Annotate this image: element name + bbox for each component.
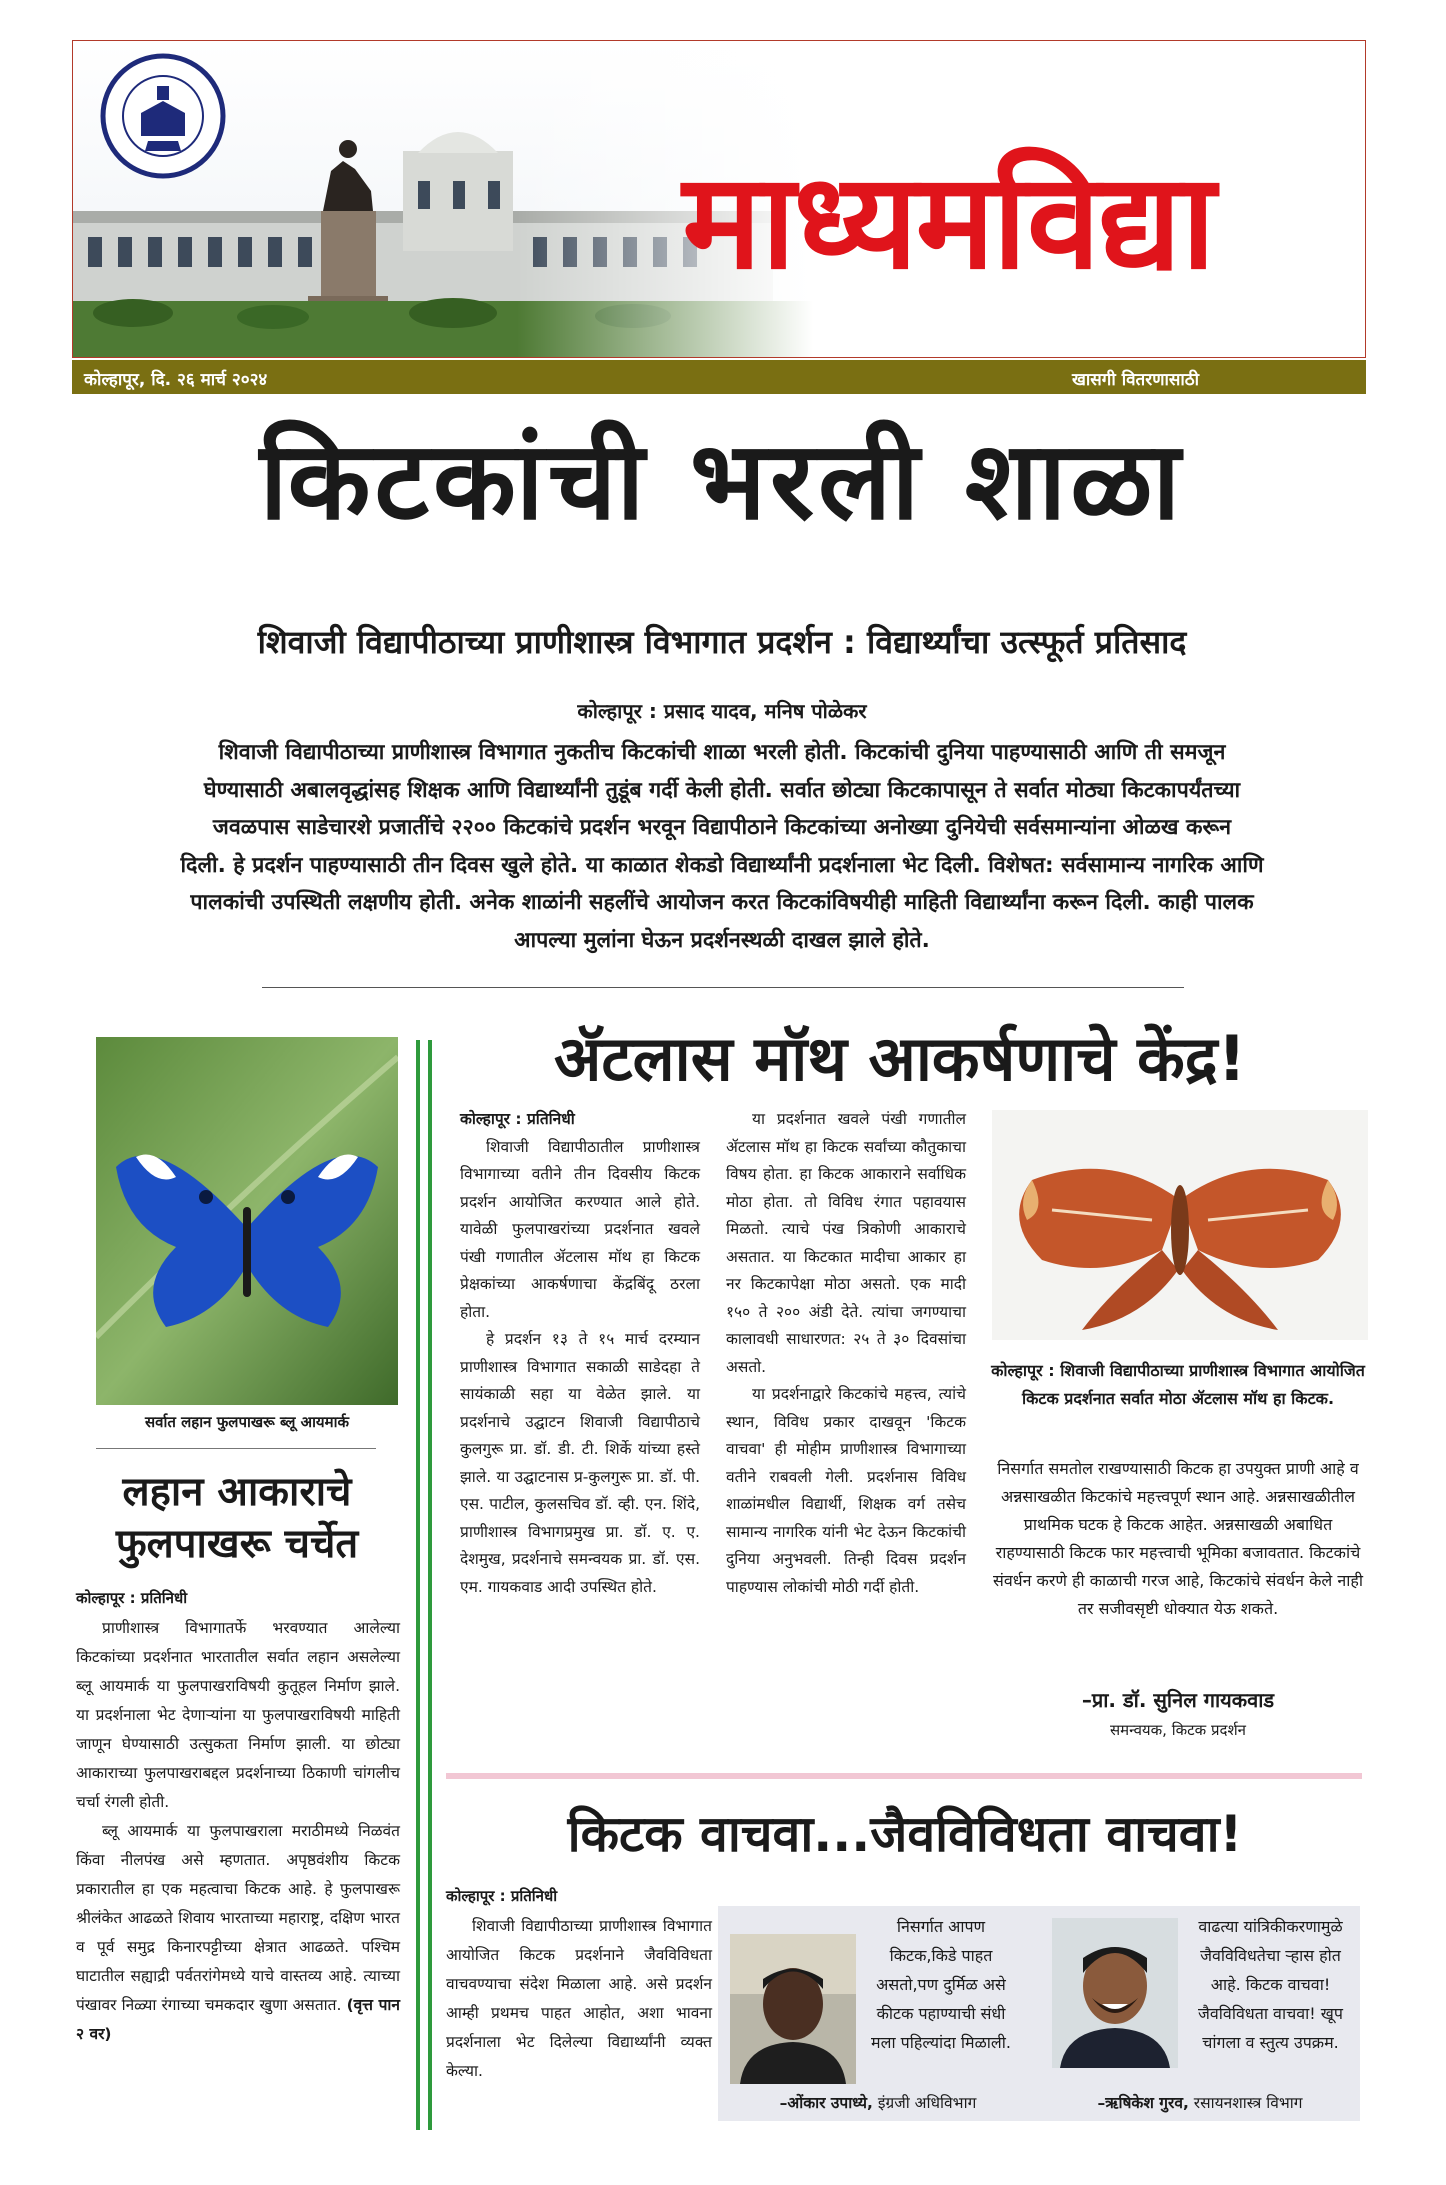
main-byline: कोल्हापूर : प्रसाद यादव, मनिष पोळेकर [577, 699, 867, 723]
student-dept: इंग्रजी अधिविभाग [877, 2094, 977, 2112]
continued-note: (वृत्त पान २ वर) [76, 1996, 400, 2043]
headline-line: लहान आकाराचे [122, 1469, 352, 1515]
main-headline: किटकांची भरली शाळा [259, 419, 1185, 544]
section-divider [262, 987, 1184, 988]
paragraph: या प्रदर्शनाद्वारे किटकांचे महत्त्व, त्यांचे स्थान, विविध प्रकार दाखवून 'किटक वाचवा' ही मोहीम प्राणीशास्त्र विभागाच्या वतीने राबवली गेली. प्रदर्शनास विविध शाळांमधील विद्यार्थी, शिक्षक वर्ग तसेच सामान्य नागरिक यांनी भेट देऊन किटकांची दुनिया अनुभवली. तिन्ही दिवस प्रदर्शन पाहण्यास लोकांची मोठी गर्दी होती. [726, 1385, 966, 1596]
paragraph: शिवाजी विद्यापीठाच्या प्राणीशास्त्र विभागात आयोजित किटक प्रदर्शनाने जैवविविधता वाचवण्याचा संदेश मिळाला आहे. असे प्रदर्शन आम्ही प्रथमच पाहत आहोत, अशा भावना प्रदर्शनाला भेट दिलेल्या विद्यार्थ्यांनी व्यक्त केल्या. [446, 1917, 712, 2080]
quote-author: –प्रा. डॉ. सुनिल गायकवाड [1081, 1688, 1275, 1712]
save-headline: किटक वाचवा...जैवविविधता वाचवा! [567, 1805, 1243, 1863]
headline-line: फुलपाखरू चर्चेत [115, 1521, 359, 1567]
butterfly-caption: सर्वात लहान फुलपाखरू ब्लू आयमार्क [145, 1413, 349, 1431]
atlas-moth-photo [992, 1110, 1368, 1340]
blue-butterfly-photo [96, 1037, 398, 1405]
lead-line: पालकांची उपस्थिती लक्षणीय होती. अनेक शाळांनी सहलींचे आयोजन करत किटकांविषयीही माहिती विद्यार्थ्यांना करून दिली. काही पालक [190, 890, 1254, 915]
student-photo-2 [1052, 1918, 1178, 2068]
atlas-column-1 [460, 1106, 700, 1601]
atlas-byline: कोल्हापूर : प्रतिनिधी [460, 1110, 575, 1128]
main-lead [72, 734, 1372, 959]
atlas-column-2 [726, 1106, 966, 1601]
lead-line: जवळपास साडेचारशे प्रजातींचे २२०० किटकांचे प्रदर्शन भरवून विद्यापीठाने किटकांच्या अनोख्या दुनियेची सर्वसमान्यांना ओळख करून [212, 815, 1232, 840]
section-divider [446, 1773, 1362, 1779]
distribution-note: खासगी वितरणासाठी [1072, 370, 1200, 390]
coordinator-quote: निसर्गात समतोल राखण्यासाठी किटक हा उपयुक्त प्राणी आहे व अन्नसाखळीत किटकांचे महत्त्वपूर्ण स्थान आहे. अन्नसाखळीतील प्राथमिक घटक हे किटक आहेत. अन्नसाखळी अबाधित राहण्यासाठी किटक फार महत्त्वाची भूमिका बजावतात. किटकांचे संवर्धन करणे ही काळाची गरज आहे, किटकांचे संवर्धन केले नाही तर सजीवसृष्टी धोक्यात येऊ शकते. [993, 1459, 1363, 1618]
butterfly-headline [72, 1466, 402, 1570]
divider [96, 1448, 376, 1449]
column-rule [416, 1040, 420, 2130]
moth-caption: कोल्हापूर : शिवाजी विद्यापीठाच्या प्राणीशास्त्र विभागात आयोजित किटक प्रदर्शनात सर्वात मोठा ॲटलास मॉथ हा किटक. [991, 1361, 1365, 1408]
save-body [446, 1912, 712, 2086]
paragraph: शिवाजी विद्यापीठातील प्राणीशास्त्र विभागाच्या वतीने तीन दिवसीय किटक प्रदर्शन आयोजित करण्यात आले होते. यावेळी फुलपाखरांच्या प्रदर्शनात खवले पंखी गणातील ॲटलास मॉथ हा किटक प्रेक्षकांच्या आकर्षणाचा केंद्रबिंदू ठरला होता. [460, 1137, 700, 1321]
paragraph: हे प्रदर्शन १३ ते १५ मार्च दरम्यान प्राणीशास्त्र विभागात सकाळी साडेदहा ते सायंकाळी सहा या वेळेत झाले. या प्रदर्शनाचे उद्घाटन शिवाजी विद्यापीठाचे कुलगुरू प्रा. डॉ. डी. टी. शिर्के यांच्या हस्ते झाले. या उद्घाटनास प्र-कुलगुरू प्रा. डॉ. पी. एस. पाटील, कुलसचिव डॉ. व्ही. एन. शिंदे, प्राणीशास्त्र विभागप्रमुख प्रा. डॉ. ए. ए. देशमुख, प्रदर्शनाचे समन्वयक प्रा. डॉ. एस. एम. गायकवाड आदी उपस्थित होते. [460, 1330, 700, 1596]
university-seal-logo [103, 56, 223, 176]
student-name: –ऋषिकेश गुरव, [1097, 2094, 1189, 2112]
butterfly-body [76, 1614, 400, 2049]
lead-line: दिली. हे प्रदर्शन पाहण्यासाठी तीन दिवस खुले होते. या काळात शेकडो विद्यार्थ्यांनी प्रदर्शनाला भेट दिली. विशेषत: सर्वसामान्य नागरिक आणि [180, 852, 1264, 878]
butterfly-byline: कोल्हापूर : प्रतिनिधी [76, 1589, 188, 1607]
atlas-headline: ॲटलास मॉथ आकर्षणाचे केंद्र! [553, 1022, 1246, 1095]
paragraph [76, 1817, 400, 2049]
column-rule [428, 1040, 432, 2130]
student-photo-1 [730, 1934, 856, 2084]
paragraph: या प्रदर्शनात खवले पंखी गणातील ॲटलास मॉथ हा किटक सर्वांच्या कौतुकाचा विषय होता. हा किटक आकाराने सर्वाधिक मोठा होता. तो विविध रंगात पहावयास मिळतो. त्याचे पंख त्रिकोणी आकाराचे असतात. या किटकात मादीचा आकार हा नर किटकापेक्षा मोठा असतो. एक मादी १५० ते २०० अंडी देते. त्यांचा जगण्याचा कालावधी साधारणत: २५ ते ३० दिवसांचा असतो. [726, 1110, 966, 1376]
save-byline: कोल्हापूर : प्रतिनिधी [446, 1887, 558, 1905]
student-dept: रसायनशास्त्र विभाग [1193, 2094, 1303, 2112]
lead-line: घेण्यासाठी अबालवृद्धांसह शिक्षक आणि विद्यार्थ्यांनी तुडूंब गर्दी केली होती. सर्वात छोट्या किटकापासून ते सर्वात मोठ्या किटकापर्यंतच्या [203, 777, 1241, 803]
lead-line: शिवाजी विद्यापीठाच्या प्राणीशास्त्र विभागात नुकतीच किटकांची शाळा भरली होती. किटकांची दुनिया पाहण्यासाठी आणि ती समजून [218, 740, 1226, 765]
student-name: –ओंकार उपाध्ये, [779, 2094, 873, 2112]
lead-line: आपल्या मुलांना घेऊन प्रदर्शनस्थळी दाखल झाले होते. [514, 927, 930, 953]
paragraph-text: ब्लू आयमार्क या फुलपाखराला मराठीमध्ये निळवंत किंवा नीलपंख असे म्हणतात. अपृष्ठवंशीय किटक प्रकारातील हा एक महत्वाचा किटक आहे. हे फुलपाखरू श्रीलंकेत आढळते शिवाय भारताच्या महाराष्ट्र, दक्षिण भारत व पूर्व समुद्र किनारपट्टीच्या क्षेत्रात आढळते. पश्चिम घाटातील सह्याद्री पर्वतरांगेमध्ये याचे वास्तव्य आहे. त्याच्या पंखावर निळ्या रंगाच्या चमकदार खुणा असतात. [76, 1822, 400, 2014]
student-quote-1: निसर्गात आपण किटक,किडे पाहत असतो,पण दुर्मिळ असे कीटक पहाण्याची संधी मला पहिल्यांदा मिळाली. [871, 1917, 1011, 2052]
main-subhead: शिवाजी विद्यापीठाच्या प्राणीशास्त्र विभागात प्रदर्शन : विद्यार्थ्यांचा उत्स्फूर्त प्रतिसाद [257, 623, 1187, 661]
student-signature-2 [1040, 2091, 1360, 2113]
issue-date: कोल्हापूर, दि. २६ मार्च २०२४ [84, 370, 268, 390]
dateline-bar [72, 360, 1366, 394]
masthead [72, 40, 1366, 358]
student-quote-2: वाढत्या यांत्रिकीकरणामुळे जैवविविधतेचा ऱ्हास होत आहे. किटक वाचवा! जैवविविधता वाचवा! खूप चांगला व स्तुत्य उपक्रम. [1198, 1917, 1343, 2052]
quote-role: समन्वयक, किटक प्रदर्शन [1110, 1721, 1246, 1739]
student-signature-1 [718, 2091, 1038, 2113]
paragraph: प्राणीशास्त्र विभागातर्फे भरवण्यात आलेल्या किटकांच्या प्रदर्शनात भारतातील सर्वात लहान असलेल्या ब्लू आयमार्क या फुलपाखराविषयी कुतूहल निर्माण झाले. या प्रदर्शनाला भेट देणाऱ्यांना या फुलपाखराविषयी माहिती जाणून घेण्यासाठी उत्सुकता निर्माण झाली. या छोट्या आकाराच्या फुलपाखराबद्दल प्रदर्शनाच्या ठिकाणी चांगलीच चर्चा रंगली होती. [76, 1619, 400, 1811]
newspaper-name: माध्यमविद्या [682, 145, 1214, 299]
student-quotes-box [718, 1906, 1360, 2121]
